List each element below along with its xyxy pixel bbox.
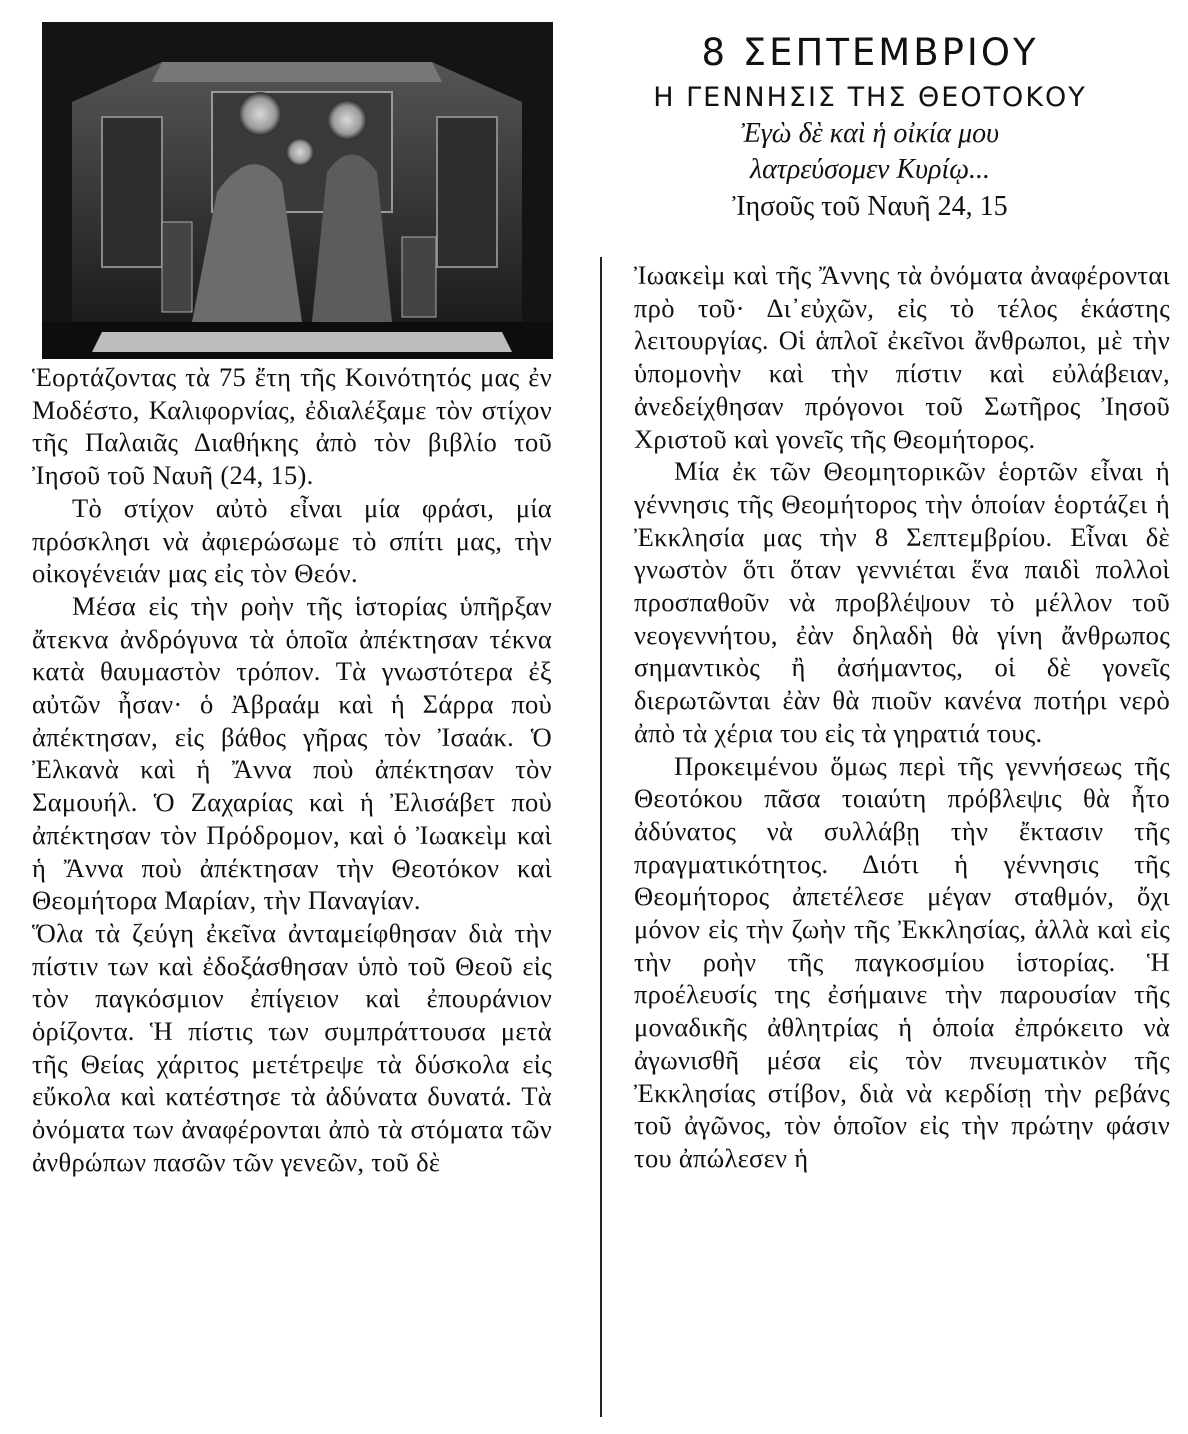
paragraph: Προκειμένου ὅμως περὶ τῆς γεννήσεως τῆς Θεοτόκου πᾶσα τοιαύτη πρόβλεψις θὰ ἦτο ἀδύνατος νὰ συλλάβῃ τὴν ἔκτασιν τῆς πραγματικότητος. Διότι ἡ γέννησις τῆς Θεομήτορος ἀπετέλεσε μέγαν σταθμόν, ὄχι μόνον εἰς τὴν ζωὴν τῆς Ἐκκλησίας, ἀλλὰ καὶ εἰς τὴν ροὴν τῆς παγκοσμίου ἱστορίας. Ἡ προέλευσίς της ἐσήμαινε τὴν παρουσίαν τῆς μοναδικῆς ἀθλητρίας ἡ ὁποία ἐπρόκειτο νὰ ἀγωνισθῆ μέσα εἰς τὸν πνευματικὸν τῆς Ἐκκλησίας στίβον, διὰ νὰ κερδίσῃ τὴν ρεβάνς τοῦ ἀγῶνος, τὸν ὁποῖον εἰς τὴν πρώτην φάσιν του ἀπώλεσεν ἡ — [634, 750, 1170, 1173]
paragraph: Τὸ στίχον αὐτὸ εἶναι μία φράσι, μία πρόσκλησι νὰ ἀφιερώσωμε τὸ σπίτι μας, τὴν οἰκογένειάν μας εἰς τὸν Θεόν. — [32, 492, 552, 589]
paragraph: Ὅλα τὰ ζεύγη ἐκεῖνα ἀνταμείφθησαν διὰ τὴν πίστιν των καὶ ἐδοξάσθησαν ὑπὸ τοῦ Θεοῦ εἰς τὸν παγκόσμιον ἐπίγειον καὶ ἐπουράνιον ὁρίζοντα. Ἡ πίστις των συμπράττουσα μετὰ τῆς Θείας χάριτος μετέτρεψε τὰ δύσκολα εἰς εὔκολα καὶ κατέστησε τὰ ἀδύνατα δυνατά. Τὰ ὀνόματα των ἀναφέρονται ἀπὸ τὰ στόματα τῶν ἀνθρώπων πασῶν τῶν γενεῶν, τοῦ δὲ — [32, 917, 552, 1177]
paragraph: Ἑορτάζοντας τὰ 75 ἔτη τῆς Κοινότητός μας ἐν Μοδέστο, Καλιφορνίας, ἐδιαλέξαμε τὸν στίχον τῆς Παλαιᾶς Διαθήκης ἀπὸ τὸν βιβλίο τοῦ Ἰησοῦ τοῦ Ναυῆ (24, 15). — [32, 362, 552, 491]
nativity-icon-image — [42, 22, 553, 359]
feast-heading: Η ΓΕΝΝΗΣΙΣ ΤΗΣ ΘΕΟΤΟΚΟΥ — [653, 82, 1087, 113]
paragraph: Μία ἐκ τῶν Θεομητορικῶν ἑορτῶν εἶναι ἡ γέννησις τῆς Θεομήτορος τὴν ὁποίαν ἑορτάζει ἡ Ἐκκλησία μας τὴν 8 Σεπτεμβρίου. Εἶναι δὲ γνωστὸν ὅτι ὅταν γεννιέται ἕνα παιδὶ πολλοὶ προσπαθοῦν νὰ προβλέψουν τὸ μέλλον τοῦ νεογεννήτου, ἐὰν δηλαδὴ θὰ γίνη ἄνθρωπος σημαντικὸς ἢ ἀσήμαντος, οἱ δὲ γονεῖς διερωτῶνται ἐὰν θὰ πιοῦν κανένα ποτήρι νερὸ ἀπὸ τὰ χέρια του εἰς τὰ γηρατιά τους. — [634, 456, 1170, 748]
left-text-column — [32, 361, 552, 1179]
article-header — [560, 30, 1180, 226]
paragraph: Ἰωακεὶμ καὶ τῆς Ἄννης τὰ ὀνόματα ἀναφέρονται πρὸ τοῦ· Δι᾽εὐχῶν, εἰς τὸ τέλος ἑκάστης λειτουργίας. Οἱ ἁπλοῖ ἐκεῖνοι ἄνθρωποι, μὲ τὴν ὑπομονὴν καὶ τὴν πίστιν καὶ εὐλάβειαν, ἀνεδείχθησαν πρόγονοι τοῦ Σωτῆρος Ἰησοῦ Χριστοῦ καὶ γονεῖς τῆς Θεομήτορος. — [634, 260, 1170, 454]
paragraph: Μέσα εἰς τὴν ροὴν τῆς ἱστορίας ὑπῆρξαν ἄτεκνα ἀνδρόγυνα τὰ ὁποῖα ἀπέκτησαν τέκνα κατὰ θαυμαστὸν τρόπον. Τὰ γνωστότερα ἐξ αὐτῶν ἦσαν· ὁ Ἀβραάμ καὶ ἡ Σάρρα ποὺ ἀπέκτησαν, εἰς βάθος γῆρας τὸν Ἰσαάκ. Ὁ Ἐλκανὰ καὶ ἡ Ἄννα ποὺ ἀπέκτησαν τὸν Σαμουήλ. Ὁ Ζαχαρίας καὶ ἡ Ἐλισάβετ ποὺ ἀπέκτησαν τὸν Πρόδρομον, καὶ ὁ Ἰωακεὶμ καὶ ἡ Ἄννα ποὺ ἀπέκτησαν τὴν Θεοτόκον καὶ Θεομήτορα Μαρίαν, τὴν Παναγίαν. — [32, 590, 552, 916]
right-text-column — [634, 259, 1170, 1175]
verse-line-2: λατρεύσομεν Κυρίῳ... — [749, 154, 990, 185]
verse-line-1: Ἐγὼ δὲ καὶ ἡ οἰκία μου — [740, 118, 1000, 149]
column-divider — [600, 257, 602, 1417]
date-heading: 8 ΣΕΠΤΕΜΒΡΙΟΥ — [701, 31, 1039, 74]
verse-reference: Ἰησοῦς τοῦ Ναυῆ 24, 15 — [732, 191, 1008, 222]
